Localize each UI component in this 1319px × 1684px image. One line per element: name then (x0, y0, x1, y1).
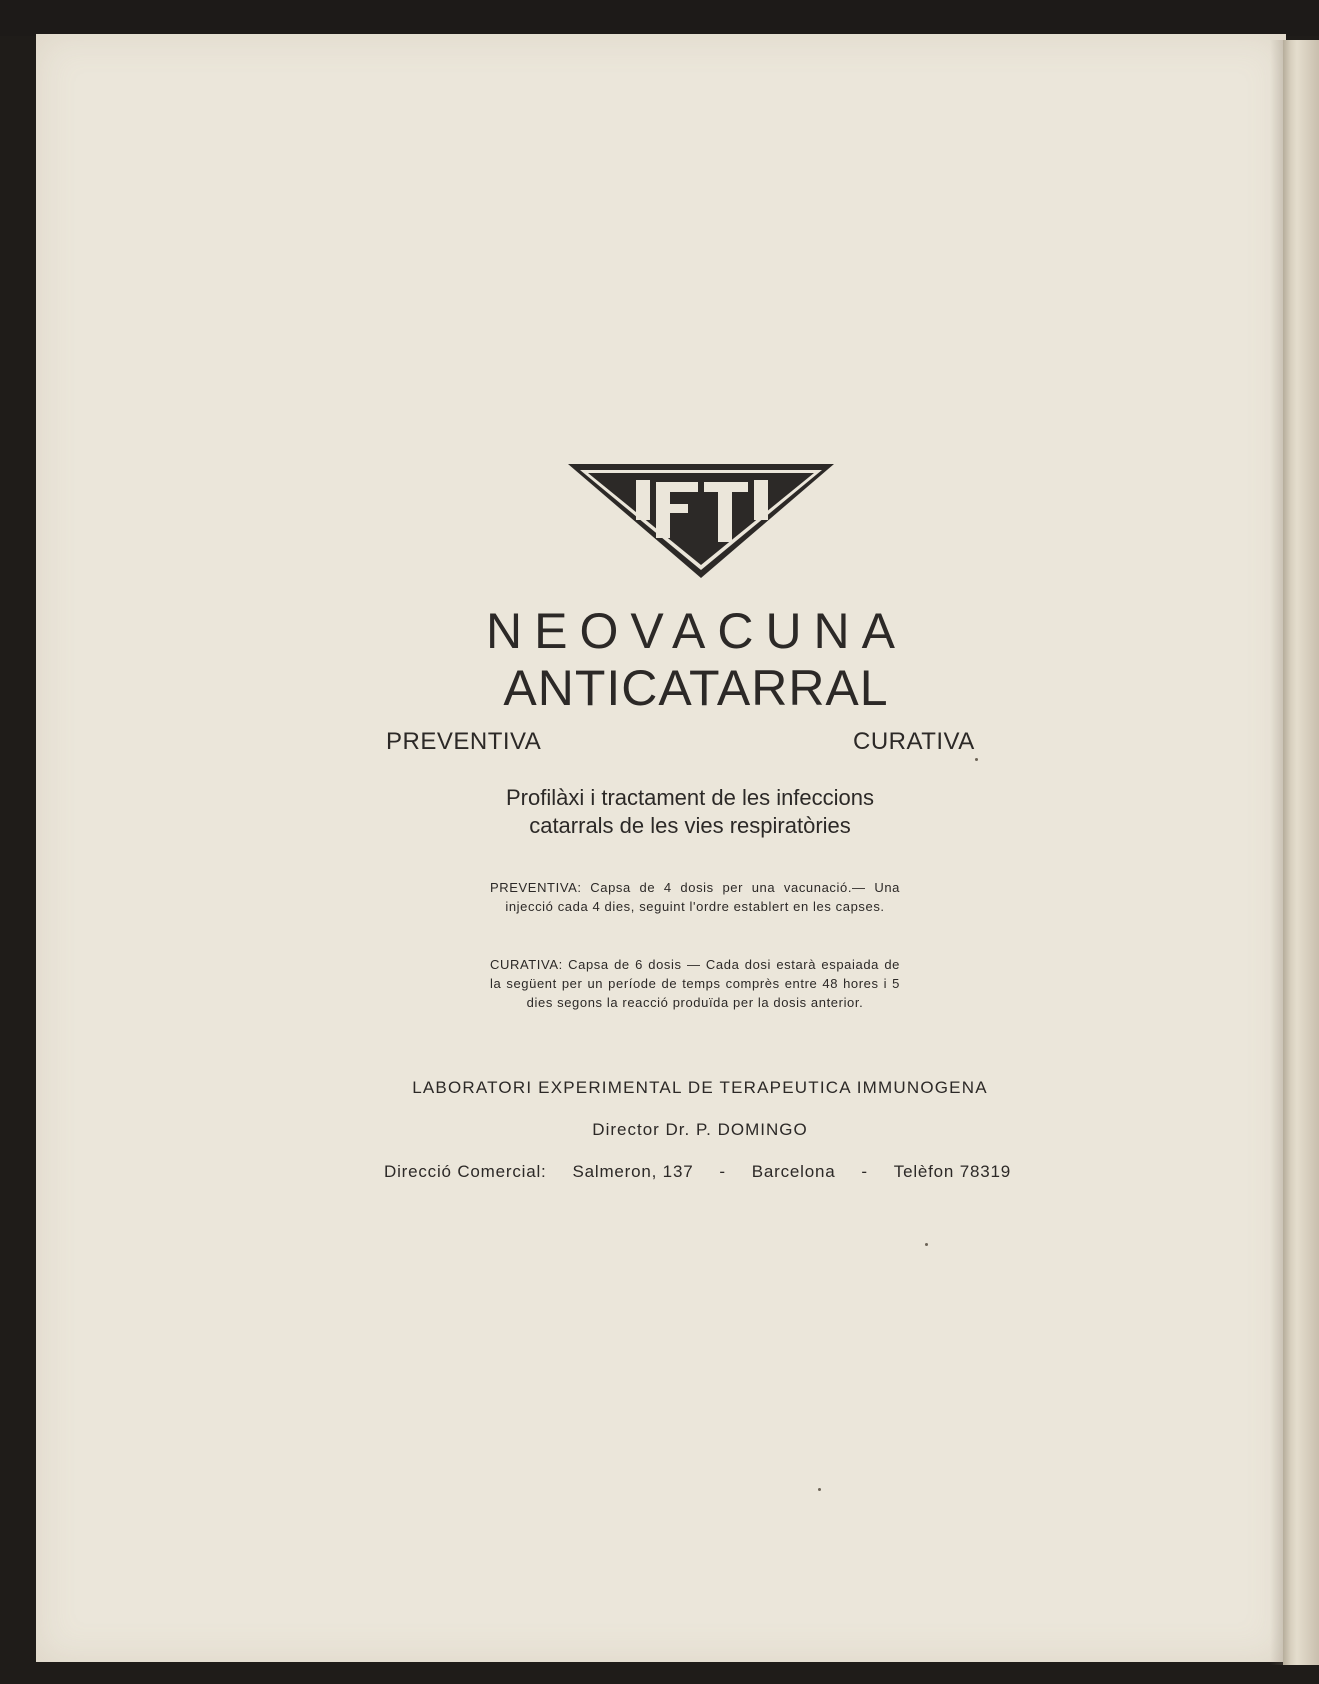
address-street: Salmeron, 137 (572, 1162, 694, 1181)
subtitle-line1: Profilàxi i tractament de les infeccions (505, 785, 875, 810)
director-line: Director Dr. P. DOMINGO (592, 1120, 808, 1139)
address-phone: Telèfon 78319 (893, 1162, 1011, 1181)
type-curativa: CURATIVA (853, 728, 975, 755)
address-label: Direcció Comercial: (384, 1162, 547, 1181)
commercial-address (384, 1162, 1011, 1182)
address-separator: - (719, 1162, 726, 1181)
next-page-edge (1283, 40, 1319, 1665)
document-page (36, 34, 1286, 1662)
page-shadow (1270, 40, 1284, 1665)
laboratory-name: LABORATORI EXPERIMENTAL DE TERAPEUTICA IMMUNOGENA (412, 1078, 988, 1097)
type-preventiva: PREVENTIVA (386, 728, 542, 755)
paper-speck (975, 758, 978, 761)
subtitle (420, 784, 960, 840)
curativa-details: CURATIVA: Capsa de 6 dosis — Cada dosi estarà espaiada de la següent per un període de temps comprès entre 48 hores i 5 dies segons la reacció produïda per la dosis anterior. (490, 957, 900, 1010)
address-separator: - (861, 1162, 868, 1181)
preventiva-details: PREVENTIVA: Capsa de 4 dosis per una vacunació.— Una injecció cada 4 dies, seguint l'ordre establert en les capses. (490, 880, 900, 914)
scan-background-top (0, 0, 1319, 36)
paper-speck (818, 1488, 821, 1491)
paper-speck (925, 1243, 928, 1246)
product-name-line2: ANTICATARRAL (503, 660, 889, 716)
address-city: Barcelona (751, 1162, 836, 1181)
subtitle-line2: catarrals de les vies respiratòries (529, 813, 851, 838)
ieti-logo-icon (566, 462, 836, 580)
product-name-line1: NEOVACUNA (486, 603, 908, 659)
